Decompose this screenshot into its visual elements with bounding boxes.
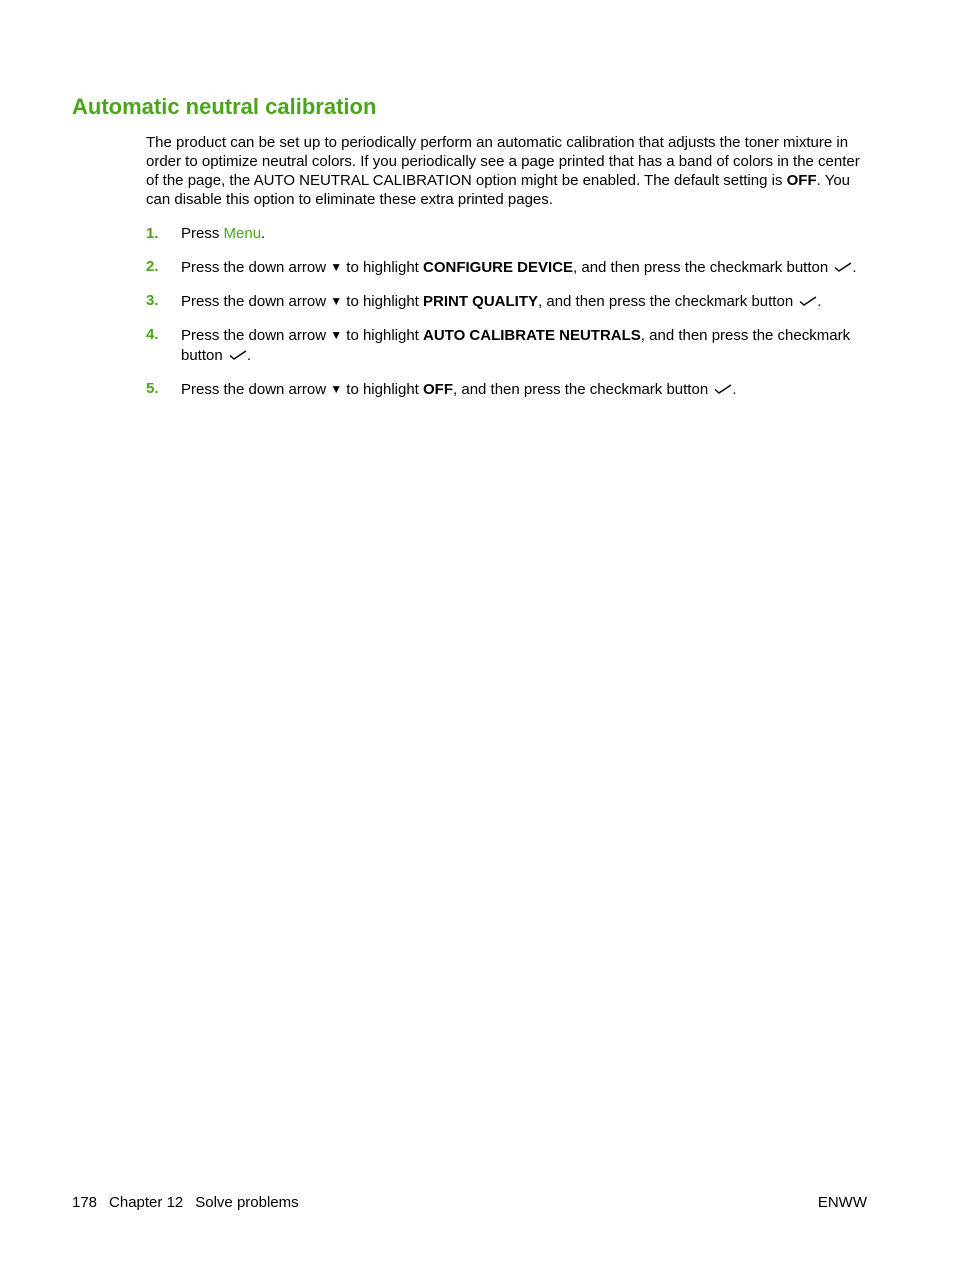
step-text: Press the down arrow [181,259,331,276]
step-number: 5. [146,380,159,397]
checkmark-icon [834,262,852,272]
step-text: , and then press the checkmark button [453,381,713,398]
checkmark-icon [714,384,732,394]
intro-text-before: The product can be set up to periodically perform an automatic calibration that adjusts the toner mixture in order to optimize neutral colors. If you periodically see a page printed that has a band of colors in the center of the page, the AUTO NEUTRAL CALIBRATION option might be enabled. The default setting is [146,134,860,189]
step-text: Press the down arrow [181,327,331,344]
down-arrow-icon: ▼ [330,328,343,342]
intro-text-after: . You can disable this option to eliminate these extra printed pages. [146,172,851,208]
step-text: to highlight [342,327,424,344]
step-text: to highlight [342,259,424,276]
step-text: , and then press the checkmark button [538,293,798,310]
step-end: . [246,347,252,364]
step-text: to highlight [342,293,424,310]
step-end: . [261,225,266,242]
step-menu-item: AUTO CALIBRATE NEUTRALS [423,327,641,344]
down-arrow-icon: ▼ [330,294,343,308]
step-text: Press [181,225,224,242]
step-end: . [817,293,822,310]
step-3 [146,291,870,312]
page-number: 178 [72,1194,98,1211]
chapter-label: Chapter 12 [109,1194,184,1211]
footer-right: ENWW [817,1194,867,1211]
step-number: 4. [146,326,159,343]
down-arrow-icon: ▼ [330,260,343,274]
step-menu-item: PRINT QUALITY [423,293,539,310]
step-5 [146,379,870,400]
step-4 [146,325,870,366]
step-text: Press the down arrow [181,293,331,310]
footer-left [72,1193,299,1212]
checkmark-icon [229,350,247,360]
page-title: Automatic neutral calibration [72,94,377,119]
step-text: to highlight [342,381,424,398]
steps-list [146,224,870,413]
section-label: Solve problems [195,1194,299,1211]
step-end: . [732,381,737,398]
menu-link[interactable]: Menu [223,225,262,242]
step-2 [146,257,870,278]
step-end: . [852,259,857,276]
step-number: 1. [146,225,159,242]
step-menu-item: OFF [423,381,454,398]
step-1 [146,224,870,244]
checkmark-icon [799,296,817,306]
step-number: 3. [146,292,159,309]
step-text: , and then press the checkmark button [573,259,833,276]
intro-paragraph [146,133,870,209]
step-number: 2. [146,258,159,275]
step-menu-item: CONFIGURE DEVICE [423,259,574,276]
step-text: , and then press the checkmark button [181,327,851,364]
down-arrow-icon: ▼ [330,382,343,396]
step-text: Press the down arrow [181,381,331,398]
intro-bold-value: OFF [786,172,817,189]
